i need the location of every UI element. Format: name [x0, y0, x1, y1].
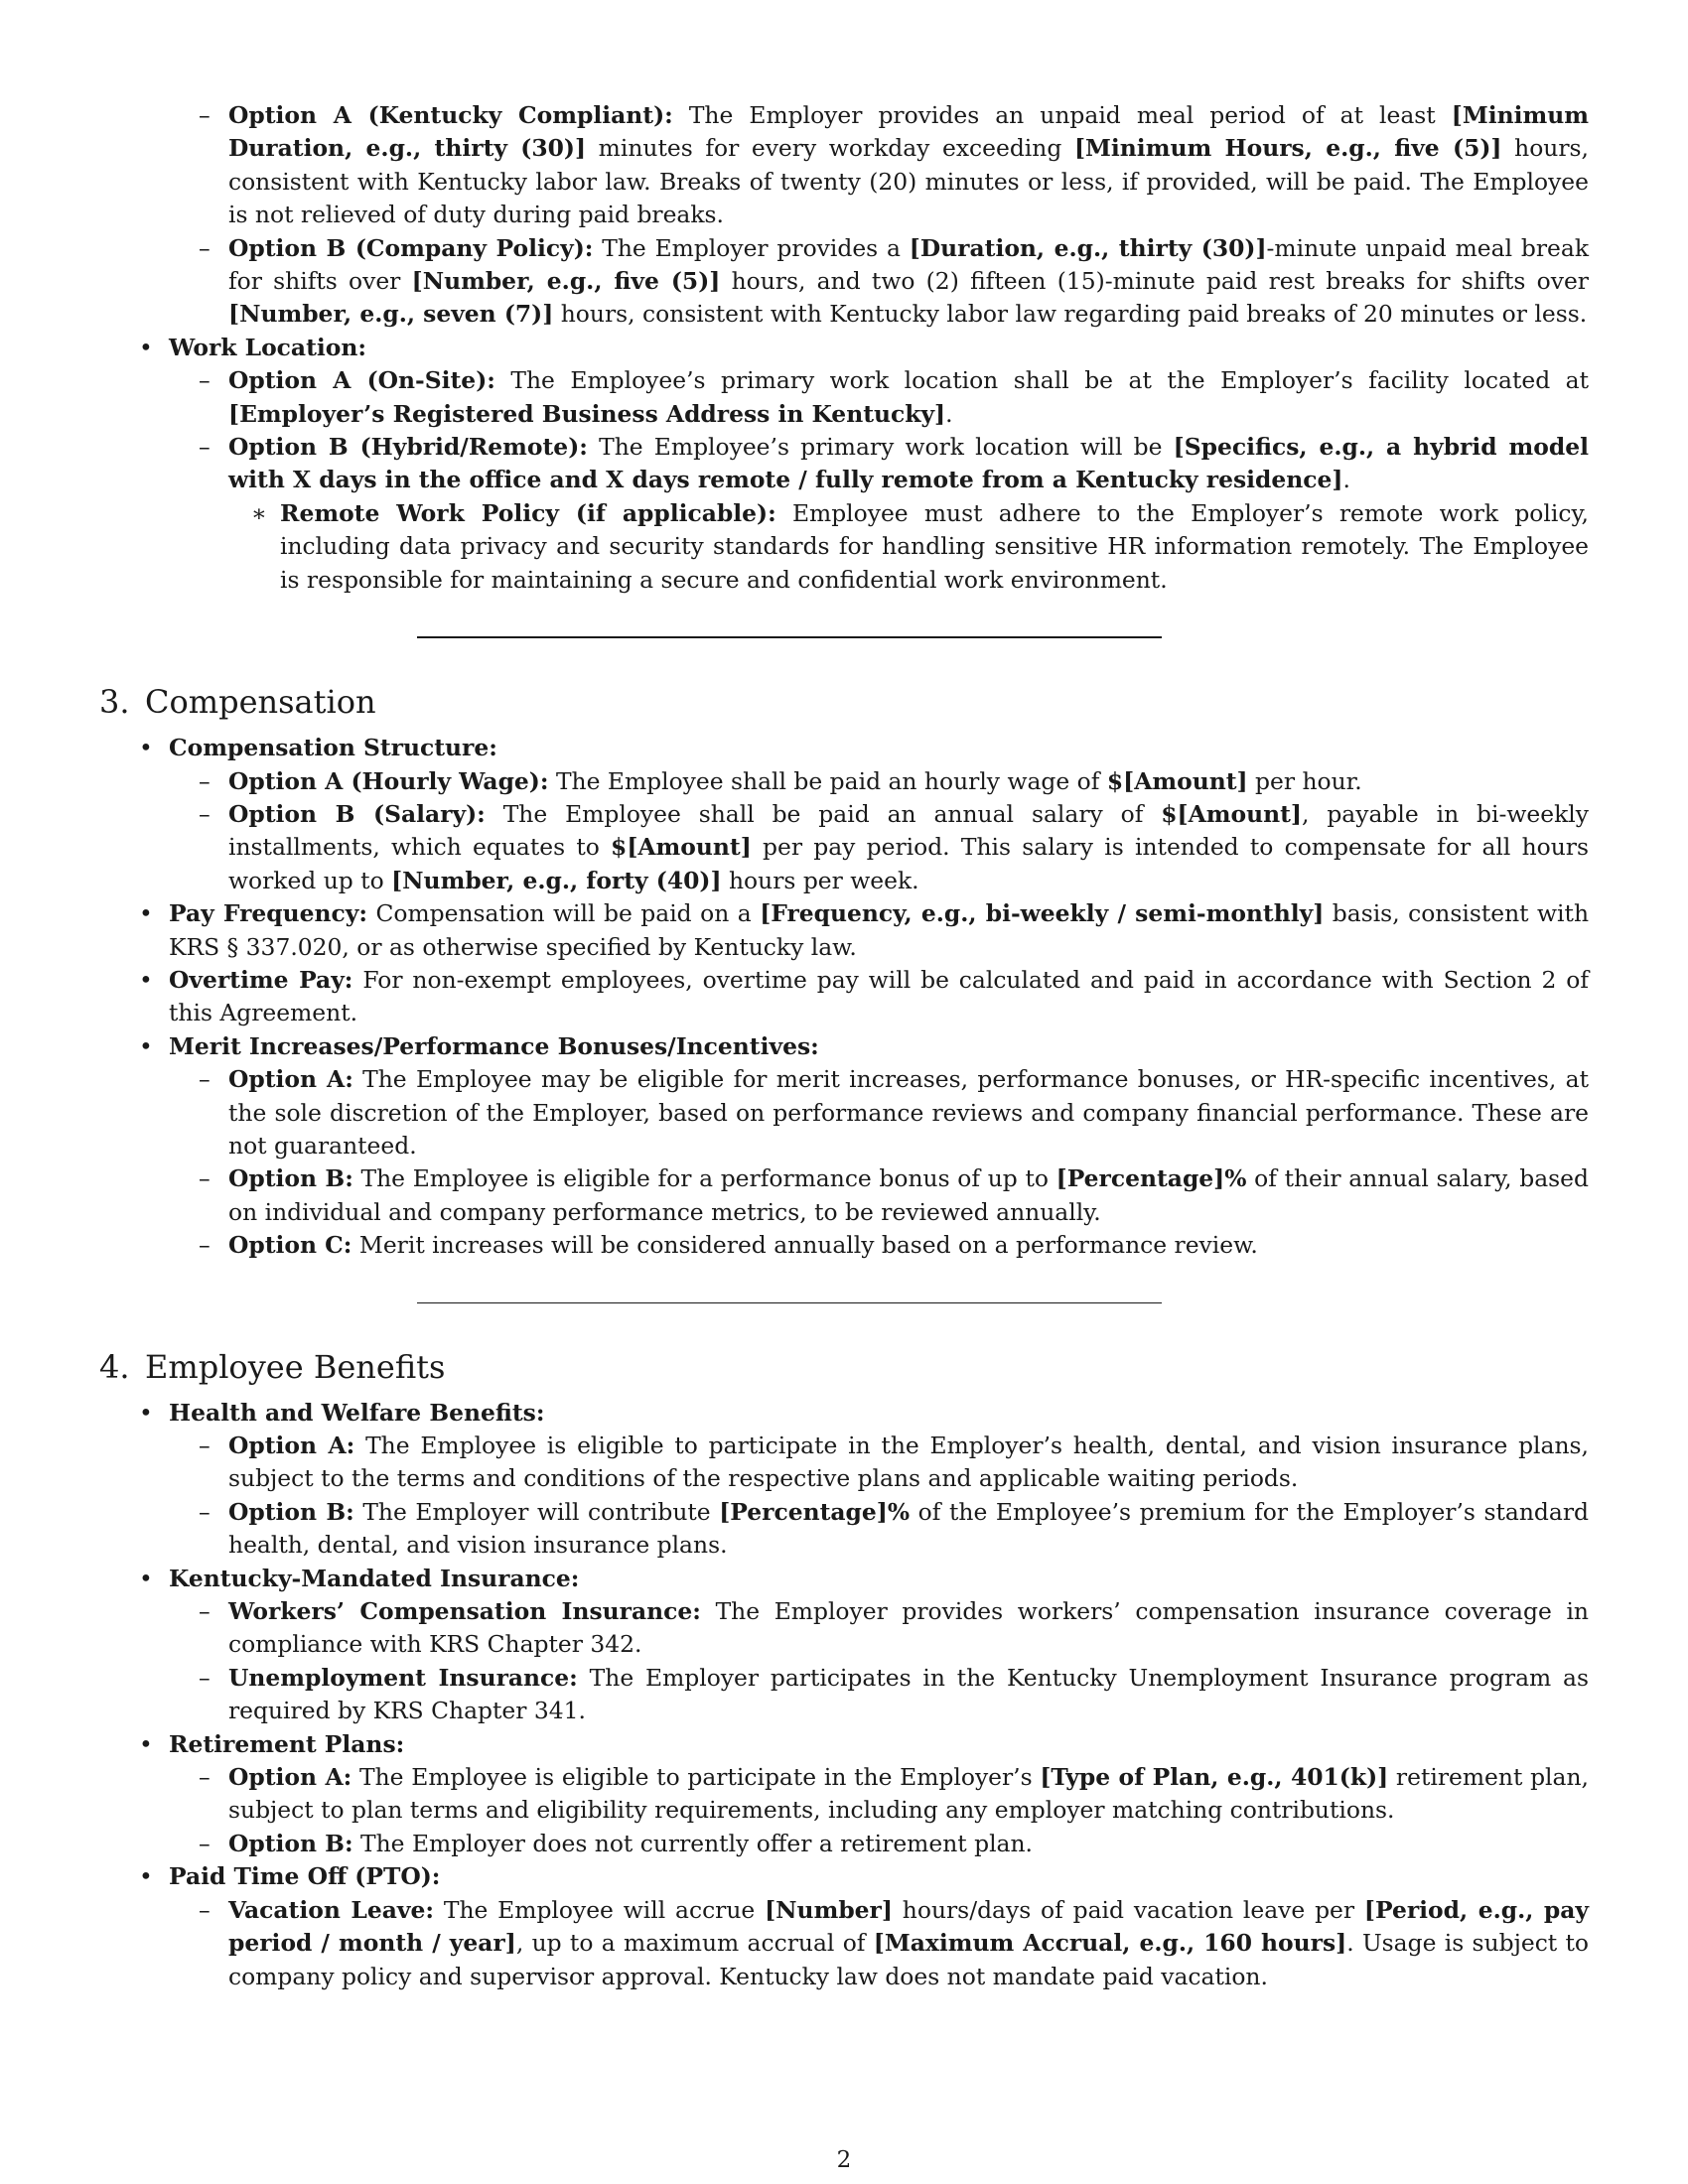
pay-frequency: [99, 897, 1589, 964]
bold-text: [Minimum Duration, e.g., thirty (30)]: [228, 101, 1589, 163]
retirement-plans: [99, 1728, 1589, 1861]
body-text: The Employee’s primary work location will be: [587, 433, 1174, 462]
body-text: The Employee may be eligible for merit increases, performance bonuses, or HR-specific incentives, at the sole discretion of the Employer, based on performance reviews and company financial performance. These are not guaranteed.: [228, 1065, 1589, 1160]
bold-text: Compensation Structure:: [169, 734, 497, 762]
body-text: retirement plan, subject to plan terms and eligibility requirements, including any employer matching contributions.: [228, 1763, 1589, 1825]
section-3-heading: [99, 682, 1589, 722]
body-text: The Employer provides an unpaid meal period of at least: [672, 101, 1452, 129]
health-welfare-benefits: [99, 1397, 1589, 1563]
body-text: The Employer does not currently offer a retirement plan.: [352, 1829, 1033, 1857]
workers-compensation: [169, 1595, 1589, 1662]
meal-option-b: [228, 232, 1589, 332]
compensation-list: [99, 732, 1589, 1263]
bold-text: [Specifics, e.g., a hybrid model with X days in the office and X days remote / fully remote from a Kentucky residence]: [228, 433, 1589, 494]
bold-text: Workers’ Compensation Insurance:: [228, 1597, 701, 1626]
bold-text: Work Location:: [169, 333, 367, 361]
section-divider: [417, 636, 1162, 638]
bold-text: Option A (Hourly Wage):: [228, 766, 549, 795]
bold-text: Paid Time Off (PTO):: [169, 1862, 441, 1891]
body-text: per hour.: [1247, 766, 1362, 795]
hourly-wage-option: [169, 765, 1589, 798]
compensation-structure: [99, 732, 1589, 897]
retirement-option-a: [169, 1761, 1589, 1828]
bold-text: Option A:: [228, 1763, 352, 1792]
body-text: Employee must adhere to the Employer’s remote work policy, including data privacy and security standards for handling sensitive HR information remotely. The Employee is responsible for maintaining a secure and confidential work environment.: [280, 498, 1589, 594]
body-text: The Employee shall be paid an hourly wage of: [548, 766, 1107, 795]
kentucky-mandated-insurance: [99, 1563, 1589, 1728]
body-text: , up to a maximum accrual of: [515, 1929, 874, 1958]
body-text: The Employee will accrue: [434, 1895, 766, 1924]
merit-option-c: [169, 1229, 1589, 1262]
merit-increases: [99, 1030, 1589, 1263]
bold-text: Overtime Pay:: [169, 965, 353, 994]
bold-text: Option B:: [228, 1164, 353, 1193]
body-text: The Employer provides a: [593, 233, 910, 262]
salary-option: [169, 798, 1589, 897]
body-text: Employee Benefits: [145, 1347, 446, 1386]
sub-list: [169, 1063, 1589, 1262]
bold-text: Merit Increases/Performance Bonuses/Incentives:: [169, 1031, 819, 1060]
bold-text: Retirement Plans:: [169, 1729, 405, 1758]
paid-time-off: [99, 1860, 1589, 1993]
body-text: The Employer participates in the Kentucky Unemployment Insurance program as required by KRS Chapter 341.: [228, 1663, 1590, 1725]
body-text: The Employee’s primary work location shall be at the Employer’s facility located at: [494, 366, 1589, 395]
benefits-list: [99, 1397, 1589, 1993]
vacation-leave: [169, 1894, 1589, 1993]
bold-text: $[Amount]: [1106, 766, 1248, 795]
bold-text: [Period, e.g., pay period / month / year]: [228, 1895, 1590, 1958]
bold-text: [Maximum Accrual, e.g., 160 hours]: [873, 1929, 1347, 1958]
bold-text: [Number, e.g., forty (40)]: [391, 866, 722, 894]
body-text: . Usage is subject to company policy and supervisor approval. Kentucky law does not mandate paid vacation.: [228, 1929, 1590, 1990]
bold-text: [Frequency, e.g., bi-weekly / semi-monthly]: [760, 899, 1325, 928]
body-text: -minute unpaid meal break for shifts over: [228, 233, 1589, 296]
body-text: hours, and two (2) fifteen (15)-minute paid rest breaks for shifts over: [720, 267, 1589, 296]
sub-list: [169, 765, 1589, 898]
body-text: The Employee shall be paid an annual salary of: [485, 799, 1162, 828]
health-option-a: [169, 1430, 1589, 1496]
bold-text: [Duration, e.g., thirty (30)]: [909, 233, 1267, 262]
body-text: hours/days of paid vacation leave per: [892, 1895, 1364, 1924]
sub-list: [228, 497, 1589, 597]
body-text: .: [1342, 466, 1350, 494]
section-divider: [417, 1302, 1162, 1303]
bold-text: Health and Welfare Benefits:: [169, 1398, 545, 1427]
body-text: , payable in bi-weekly installments, which equates to: [228, 799, 1589, 862]
work-location-option-a: [169, 364, 1589, 431]
body-text: of the Employee’s premium for the Employer’s standard health, dental, and vision insurance plans.: [228, 1497, 1589, 1560]
health-option-b: [169, 1496, 1589, 1563]
body-text: The Employee is eligible to participate in the Employer’s: [352, 1763, 1041, 1792]
bold-text: Option B (Salary):: [228, 799, 486, 828]
body-text: .: [945, 399, 953, 428]
sub-list: [169, 1595, 1589, 1728]
bold-text: Option B (Hybrid/Remote):: [228, 433, 588, 462]
bold-text: Option C:: [228, 1231, 352, 1260]
merit-option-a: [169, 1063, 1589, 1162]
body-text: 4.: [99, 1347, 130, 1386]
body-text: 3.: [99, 683, 130, 722]
bold-text: [Type of Plan, e.g., 401(k)]: [1040, 1763, 1389, 1792]
bold-text: Kentucky-Mandated Insurance:: [169, 1564, 580, 1592]
remote-work-policy: [228, 497, 1589, 597]
retirement-option-b: [169, 1828, 1589, 1860]
meal-break-options: [228, 99, 1589, 332]
meal-option-a: [228, 99, 1589, 232]
body-text: per pay period. This salary is intended to compensate for all hours worked up to: [228, 833, 1589, 894]
bold-text: Option A:: [228, 1432, 355, 1459]
body-text: For non-exempt employees, overtime pay will be calculated and paid in accordance with Section 2 of this Agreement.: [169, 965, 1590, 1027]
page-number: 2: [836, 2147, 852, 2173]
bold-text: [Number]: [765, 1895, 893, 1924]
sub-list: [169, 1894, 1589, 1993]
unemployment-insurance: [169, 1662, 1589, 1728]
body-text: The Employer provides workers’ compensation insurance coverage in compliance with KRS Chapter 342.: [228, 1597, 1589, 1659]
bold-text: Remote Work Policy (if applicable):: [280, 498, 776, 527]
body-text: hours per week.: [721, 866, 919, 894]
body-text: The Employer will contribute: [353, 1497, 720, 1526]
body-text: of their annual salary, based on individual and company performance metrics, to be reviewed annually.: [228, 1164, 1590, 1226]
work-location-option-b: [169, 431, 1589, 597]
bold-text: Option B (Company Policy):: [228, 233, 594, 262]
bold-text: $[Amount]: [611, 833, 752, 862]
bold-text: Option A:: [228, 1065, 353, 1094]
bold-text: [Employer’s Registered Business Address in Kentucky]: [228, 399, 946, 428]
sub-list: [169, 364, 1589, 597]
bold-text: Vacation Leave:: [228, 1895, 434, 1924]
body-text: minutes for every workday exceeding: [586, 134, 1074, 163]
merit-option-b: [169, 1162, 1589, 1229]
body-text: Compensation will be paid on a: [367, 899, 761, 928]
sub-list: [169, 1761, 1589, 1860]
body-text: hours, consistent with Kentucky labor law regarding paid breaks of 20 minutes or less.: [553, 300, 1588, 329]
bold-text: Option B:: [228, 1829, 353, 1857]
page-content: [99, 99, 1589, 1993]
body-text: The Employee is eligible for a performance bonus of up to: [352, 1164, 1056, 1193]
bold-text: Option A (On-Site):: [228, 366, 495, 395]
section-4-heading: [99, 1347, 1589, 1387]
overtime-pay: [99, 964, 1589, 1030]
sub-list: [169, 1430, 1589, 1563]
bold-text: Option B:: [228, 1497, 354, 1526]
body-text: Merit increases will be considered annually based on a performance review.: [352, 1231, 1258, 1260]
body-text: hours, consistent with Kentucky labor law. Breaks of twenty (20) minutes or less, if provided, will be paid. The Employee is not relieved of duty during paid breaks.: [228, 134, 1589, 229]
bold-text: [Percentage]%: [719, 1497, 911, 1526]
bold-text: [Minimum Hours, e.g., five (5)]: [1073, 134, 1502, 163]
body-text: basis, consistent with KRS § 337.020, or as otherwise specified by Kentucky law.: [169, 899, 1590, 961]
bold-text: Option A (Kentucky Compliant):: [228, 101, 673, 129]
work-location-list: [99, 332, 1589, 597]
body-text: Compensation: [145, 683, 376, 722]
bold-text: $[Amount]: [1161, 799, 1302, 828]
bold-text: Pay Frequency:: [169, 899, 368, 928]
body-text: The Employee is eligible to participate in the Employer’s health, dental, and vision insurance plans, subject to the terms and conditions of the respective plans and applicable waiting periods.: [228, 1432, 1589, 1493]
bold-text: [Percentage]%: [1055, 1164, 1247, 1193]
bold-text: Unemployment Insurance:: [228, 1663, 578, 1692]
bold-text: [Number, e.g., seven (7)]: [228, 300, 554, 329]
work-location-item: [99, 332, 1589, 597]
bold-text: [Number, e.g., five (5)]: [411, 267, 721, 296]
